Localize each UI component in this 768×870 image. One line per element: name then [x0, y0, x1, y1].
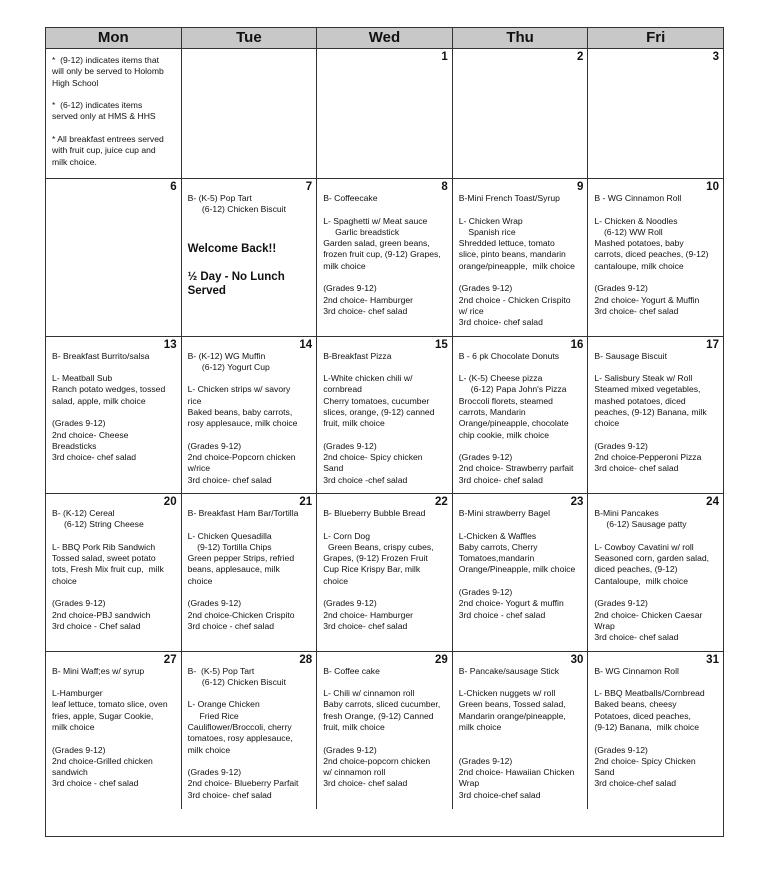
- day-number: 28: [299, 653, 313, 666]
- day-cell: [182, 337, 318, 494]
- day-number: 23: [570, 496, 584, 508]
- day-number: 14: [299, 338, 313, 351]
- header-wednesday: Wed: [317, 28, 453, 48]
- day-menu: B- (K-5) Pop Tart (6-12) Chicken Biscuit: [187, 193, 286, 215]
- day-menu: B - 6 pk Chocolate Donuts L- (K-5) Cheese pizza (6-12) Papa John's Pizza Broccoli florets, steamed carrots, Mandarin Orange/pineapple, chocolate chip cookie, milk choice (Grades 9-12) 2nd choice- Strawberry parfait 3rd choice- chef salad: [458, 350, 574, 485]
- header-thursday: Thu: [453, 28, 589, 48]
- day-number: 21: [299, 496, 313, 508]
- week-row-3: [46, 337, 723, 495]
- day-menu: B-Mini strawberry Bagel L-Chicken & Waffles Baby carrots, Cherry Tomatoes,mandarin Orange/Pineapple, milk choice (Grades 9-12) 2nd choice- Yogurt & muffin 3rd choice - chef salad: [458, 508, 576, 620]
- day-menu: B-Mini Pancakes (6-12) Sausage patty L- Cowboy Cavatini w/ roll Seasoned corn, garden salad, diced peaches, (9-12) Cantaloupe, milk choice (Grades 9-12) 2nd choice- Chicken Caesar Wrap 3rd choice- chef salad: [594, 508, 710, 643]
- day-number: 2: [576, 51, 584, 63]
- day-cell: [453, 337, 589, 494]
- day-number: 22: [434, 496, 448, 508]
- day-cell: [317, 494, 453, 651]
- day-number: 31: [706, 653, 719, 666]
- day-cell: [46, 179, 182, 336]
- day-cell: [46, 337, 182, 494]
- day-menu: B - WG Cinnamon Roll L- Chicken & Noodles (6-12) WW Roll Mashed potatoes, baby carrots, diced peaches, (9-12) cantaloupe, milk choice (Grades 9-12) 2nd choice- Yogurt & Muffin 3rd choice- chef salad: [594, 193, 709, 316]
- day-number: 15: [434, 338, 448, 351]
- day-cell: [588, 494, 723, 651]
- weekday-header-row: [46, 28, 723, 49]
- day-cell: [46, 494, 182, 651]
- day-number: 6: [170, 181, 177, 193]
- week-row-2: [46, 179, 723, 337]
- day-cell: [588, 652, 723, 810]
- day-menu: B- (K-5) Pop Tart (6-12) Chicken Biscuit L- Orange Chicken Fried Rice Cauliflower/Broccoli, cherry tomatoes, rosy applesauce, milk choice (Grades 9-12) 2nd choice- Blueberry Parfait 3rd choice- chef salad: [187, 665, 299, 800]
- day-cell: [317, 49, 453, 178]
- day-number: 1: [441, 51, 448, 63]
- day-cell: [317, 179, 453, 336]
- day-menu: B- (K-12) WG Muffin (6-12) Yogurt Cup L- Chicken strips w/ savory rice Baked beans, baby carrots, rosy applesauce, milk choice (Grades 9-12) 2nd choice-Popcorn chicken w/rice 3rd choice- chef salad: [187, 350, 298, 485]
- day-menu: B- Breakfast Burrito/salsa L- Meatball Sub Ranch potato wedges, tossed salad, apple, milk choice (Grades 9-12) 2nd choice- Cheese Breadsticks 3rd choice- chef salad: [52, 350, 166, 463]
- week-row-4: [46, 494, 723, 652]
- day-menu: B- Coffee cake L- Chili w/ cinnamon roll Baby carrots, sliced cucumber, fresh Orange, (9-12) Canned fruit, milk choice (Grades 9-12) 2nd choice-popcorn chicken w/ cinnamon roll 3rd choice- chef salad: [323, 665, 441, 789]
- week-row-5: [46, 652, 723, 810]
- day-cell: [453, 179, 589, 336]
- menu-notes: * (9-12) indicates items that will only be served to Holomb High School * (6-12) indicates items served only at HMS & HHS * All breakfast entrees served with fruit cup, juice cup and milk choice.: [52, 55, 164, 167]
- day-menu: B- Breakfast Ham Bar/Tortilla L- Chicken Quesadilla (9-12) Tortilla Chips Green pepper Strips, refried beans, applesauce, milk choice (Grades 9-12) 2nd choice-Chicken Crispito 3rd choice - chef salad: [187, 508, 299, 631]
- day-number: 8: [441, 181, 448, 193]
- day-cell: [182, 494, 318, 651]
- week-row-1: [46, 49, 723, 179]
- day-number: 24: [706, 496, 719, 508]
- header-tuesday: Tue: [182, 28, 318, 48]
- header-monday: Mon: [46, 28, 182, 48]
- day-number: 13: [163, 338, 177, 351]
- day-menu: B- Mini Waff;es w/ syrup L-Hamburger leaf lettuce, tomato slice, oven fries, apple, Sugar Cookie, milk choice (Grades 9-12) 2nd choice-Grilled chicken sandwich 3rd choice - chef salad: [52, 665, 168, 789]
- day-number: 27: [163, 653, 177, 666]
- day-menu: B-Breakfast Pizza L-White chicken chili w/ cornbread Cherry tomatoes, cucumber slices, orange, (9-12) canned fruit, milk choice (Grades 9-12) 2nd choice- Spicy chicken Sand 3rd choice -chef salad: [323, 350, 435, 485]
- day-number: 29: [434, 653, 448, 666]
- welcome-message: Welcome Back!! ½ Day - No Lunch Served: [187, 242, 285, 297]
- day-number: 3: [712, 51, 719, 63]
- day-cell: [182, 652, 318, 810]
- day-menu: B- Coffeecake L- Spaghetti w/ Meat sauce Garlic breadstick Garden salad, green beans, frozen fruit cup, (9-12) Grapes, milk choice (Grades 9-12) 2nd choice- Hamburger 3rd choice- chef salad: [323, 193, 441, 316]
- day-menu: B- WG Cinnamon Roll L- BBQ Meatballs/Cornbread Baked beans, cheesy Potatoes, diced peaches, (9-12) Banana, milk choice (Grades 9-12) 2nd choice- Spicy Chicken Sand 3rd choice-chef salad: [594, 665, 705, 789]
- day-cell: [182, 179, 318, 336]
- day-menu: B- Pancake/sausage Stick L-Chicken nuggets w/ roll Green beans, Tossed salad, Mandarin orange/pineapple, milk choice (Grades 9-12) 2nd choice- Hawaiian Chicken Wrap 3rd choice-chef salad: [458, 665, 575, 800]
- day-cell: [46, 652, 182, 810]
- day-cell: [453, 49, 589, 178]
- day-cell: [182, 49, 318, 178]
- day-menu: B- Sausage Biscuit L- Salisbury Steak w/ Roll Steamed mixed vegetables, mashed potatoes, diced peaches, (9-12) Banana, milk choice (Grades 9-12) 2nd choice-Pepperoni Pizza 3rd choice- chef salad: [594, 350, 707, 474]
- day-cell: [317, 337, 453, 494]
- day-number: 16: [570, 338, 584, 351]
- day-number: 30: [570, 653, 584, 666]
- day-number: 7: [305, 181, 313, 193]
- day-number: 10: [706, 181, 719, 193]
- day-cell: [453, 652, 589, 810]
- header-friday: Fri: [646, 29, 666, 46]
- day-cell: [453, 494, 589, 651]
- day-menu: B- Blueberry Bubble Bread L- Corn Dog Green Beans, crispy cubes, Grapes, (9-12) Frozen Fruit Cup Rice Krispy Bar, milk choice (Grades 9-12) 2nd choice- Hamburger 3rd choice- chef salad: [323, 508, 434, 631]
- day-menu: B-Mini French Toast/Syrup L- Chicken Wrap Spanish rice Shredded lettuce, tomato slice, pinto beans, mandarin orange/pineapple, milk choice (Grades 9-12) 2nd choice - Chicken Crispito w/ rice 3rd choice- chef salad: [458, 193, 575, 328]
- day-cell: [588, 179, 723, 336]
- day-number: 20: [163, 496, 177, 508]
- lunch-menu-calendar: [45, 27, 724, 837]
- day-number: 9: [576, 181, 584, 193]
- day-number: 17: [706, 338, 719, 351]
- day-menu: B- (K-12) Cereal (6-12) String Cheese L- BBQ Pork Rib Sandwich Tossed salad, sweet potato tots, Fresh Mix fruit cup, milk choice (Grades 9-12) 2nd choice-PBJ sandwich 3rd choice - Chef salad: [52, 508, 164, 631]
- day-cell: [588, 49, 723, 178]
- notes-cell: [46, 49, 182, 178]
- day-cell: [317, 652, 453, 810]
- day-cell: [588, 337, 723, 494]
